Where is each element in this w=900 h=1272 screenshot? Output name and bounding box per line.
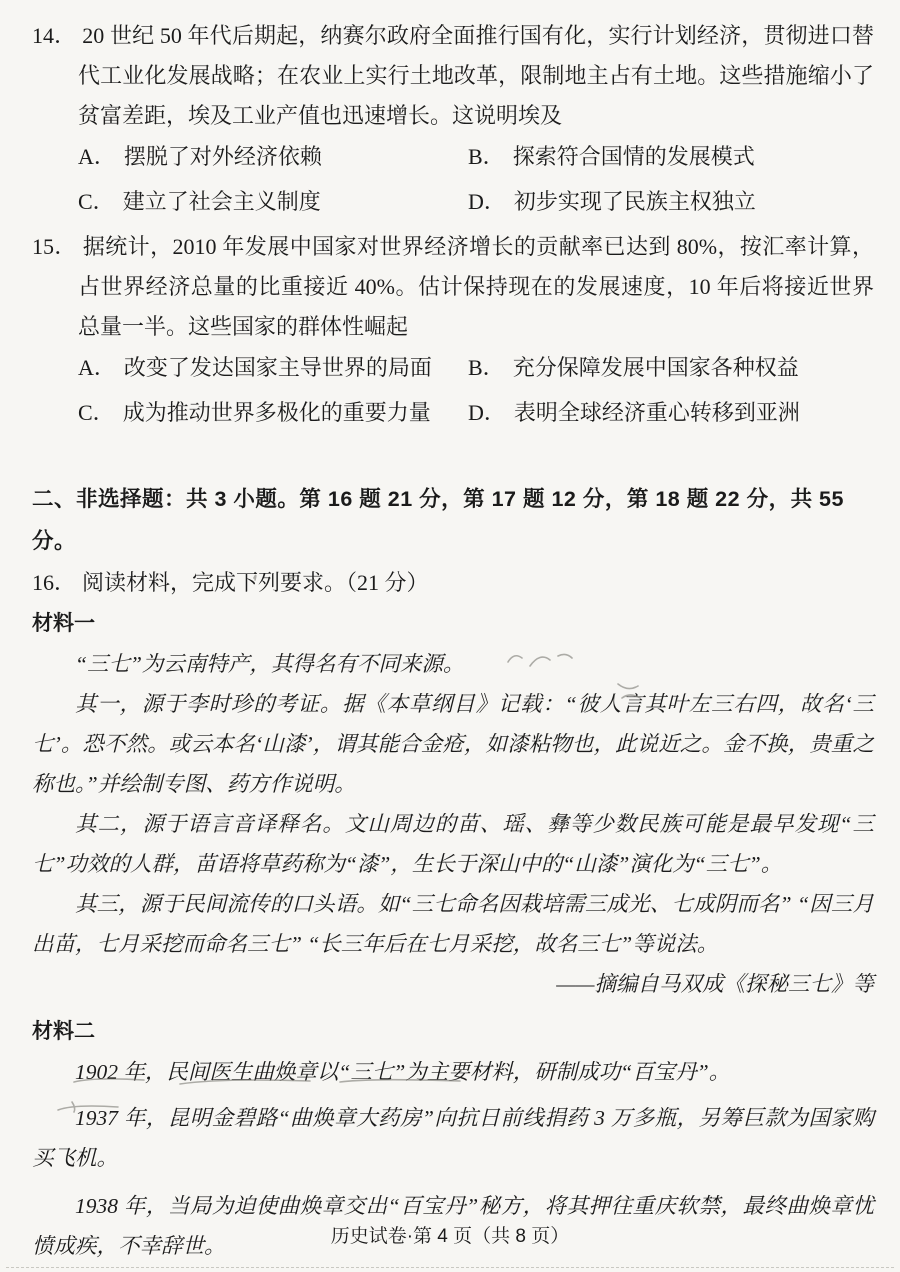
question-14 xyxy=(32,16,874,221)
question-16-stem xyxy=(32,562,874,604)
question-14-option-d xyxy=(468,183,874,221)
material-1-paragraph-1: “三七”为云南特产，其得名有不同来源。 xyxy=(75,652,465,676)
material-1-title: 材料一 xyxy=(32,612,95,635)
material-1-attribution: ——摘编自马双成《探秘三七》等 xyxy=(556,972,874,996)
question-14-option-c xyxy=(78,183,468,221)
section-2-header: 二、非选择题：共 3 小题。第 16 题 21 分，第 17 题 12 分，第 18 题 22 分，共 55 分。 xyxy=(32,487,844,553)
question-14-stem xyxy=(32,16,874,136)
question-14-options xyxy=(78,138,874,221)
question-15-options xyxy=(78,349,874,432)
option-c-text: 成为推动世界多极化的重要力量 xyxy=(122,400,431,425)
scan-page-edge xyxy=(6,1267,894,1268)
question-15-option-c xyxy=(78,394,468,432)
question-14-number: 14． xyxy=(32,23,77,48)
option-b-text: 探索符合国情的发展模式 xyxy=(512,144,755,169)
question-14-text: 20 世纪 50 年代后期起，纳赛尔政府全面推行国有化，实行计划经济，贯彻进口替代工业化发展战略；在农业上实行土地改革，限制地主占有土地。这些措施缩小了贫富差距，埃及工业产值也迅速增长。这说明埃及 xyxy=(78,23,874,128)
option-a-label: A． xyxy=(78,355,116,380)
option-d-text: 初步实现了民族主权独立 xyxy=(513,189,756,214)
question-15-number: 15． xyxy=(32,234,77,259)
option-d-label: D． xyxy=(468,189,506,214)
page-footer: 历史试卷·第 4 页（共 8 页） xyxy=(330,1226,570,1247)
question-15-text: 据统计，2010 年发展中国家对世界经济增长的贡献率已达到 80%，按汇率计算，占世界经济总量的比重接近 40%。估计保持现在的发展速度，10 年后将接近世界总量一半。这些国家的群体性崛起 xyxy=(78,234,874,339)
option-c-text: 建立了社会主义制度 xyxy=(122,189,321,214)
question-16-number: 16． xyxy=(32,570,77,595)
material-1-paragraph-2: 其一，源于李时珍的考证。据《本草纲目》记载：“彼人言其叶左三右四，故名‘三七’。恐不然。或云本名‘山漆’，谓其能合金疮，如漆粘物也，此说近之。金不换，贵重之称也。”并绘制专图、药方作说明。 xyxy=(32,692,874,796)
option-b-text: 充分保障发展中国家各种权益 xyxy=(512,355,799,380)
option-a-text: 改变了发达国家主导世界的局面 xyxy=(123,355,432,380)
question-14-option-b xyxy=(468,138,874,176)
material-1-paragraph-4: 其三，源于民间流传的口头语。如“三七命名因栽培需三成光、七成阴而名” “因三月出苗，七月采挖而命名三七” “长三年后在七月采挖，故名三七”等说法。 xyxy=(32,892,874,956)
question-15-option-d xyxy=(468,394,874,432)
option-d-label: D． xyxy=(468,400,506,425)
material-1-paragraph-3: 其二，源于语言音译释名。文山周边的苗、瑶、彝等少数民族可能是最早发现“三七”功效的人群，苗语将草药称为“漆”，生长于深山中的“山漆”演化为“三七”。 xyxy=(32,812,874,876)
question-15 xyxy=(32,227,874,432)
option-b-label: B． xyxy=(468,144,505,169)
option-a-label: A． xyxy=(78,144,116,169)
material-2-paragraph-3: 1938 年，当局为迫使曲焕章交出“百宝丹”秘方，将其押往重庆软禁，最终曲焕章忧愤成疾，不幸辞世。 xyxy=(32,1194,874,1258)
question-15-stem xyxy=(32,227,874,347)
question-15-option-b xyxy=(468,349,874,387)
material-2-paragraph-1: 1902 年，民间医生曲焕章以“三七”为主要材料，研制成功“百宝丹”。 xyxy=(75,1060,731,1084)
option-b-label: B． xyxy=(468,355,505,380)
option-d-text: 表明全球经济重心转移到亚洲 xyxy=(513,400,800,425)
option-c-label: C． xyxy=(78,189,115,214)
material-2-paragraph-2: 1937 年，昆明金碧路“曲焕章大药房”向抗日前线捐药 3 万多瓶，另筹巨款为国家购买飞机。 xyxy=(32,1106,874,1170)
question-15-option-a xyxy=(78,349,468,387)
material-2-title: 材料二 xyxy=(32,1020,95,1043)
question-16-text: 阅读材料，完成下列要求。（21 分） xyxy=(82,570,429,595)
option-a-text: 摆脱了对外经济依赖 xyxy=(123,144,322,169)
option-c-label: C． xyxy=(78,400,115,425)
question-14-option-a xyxy=(78,138,468,176)
